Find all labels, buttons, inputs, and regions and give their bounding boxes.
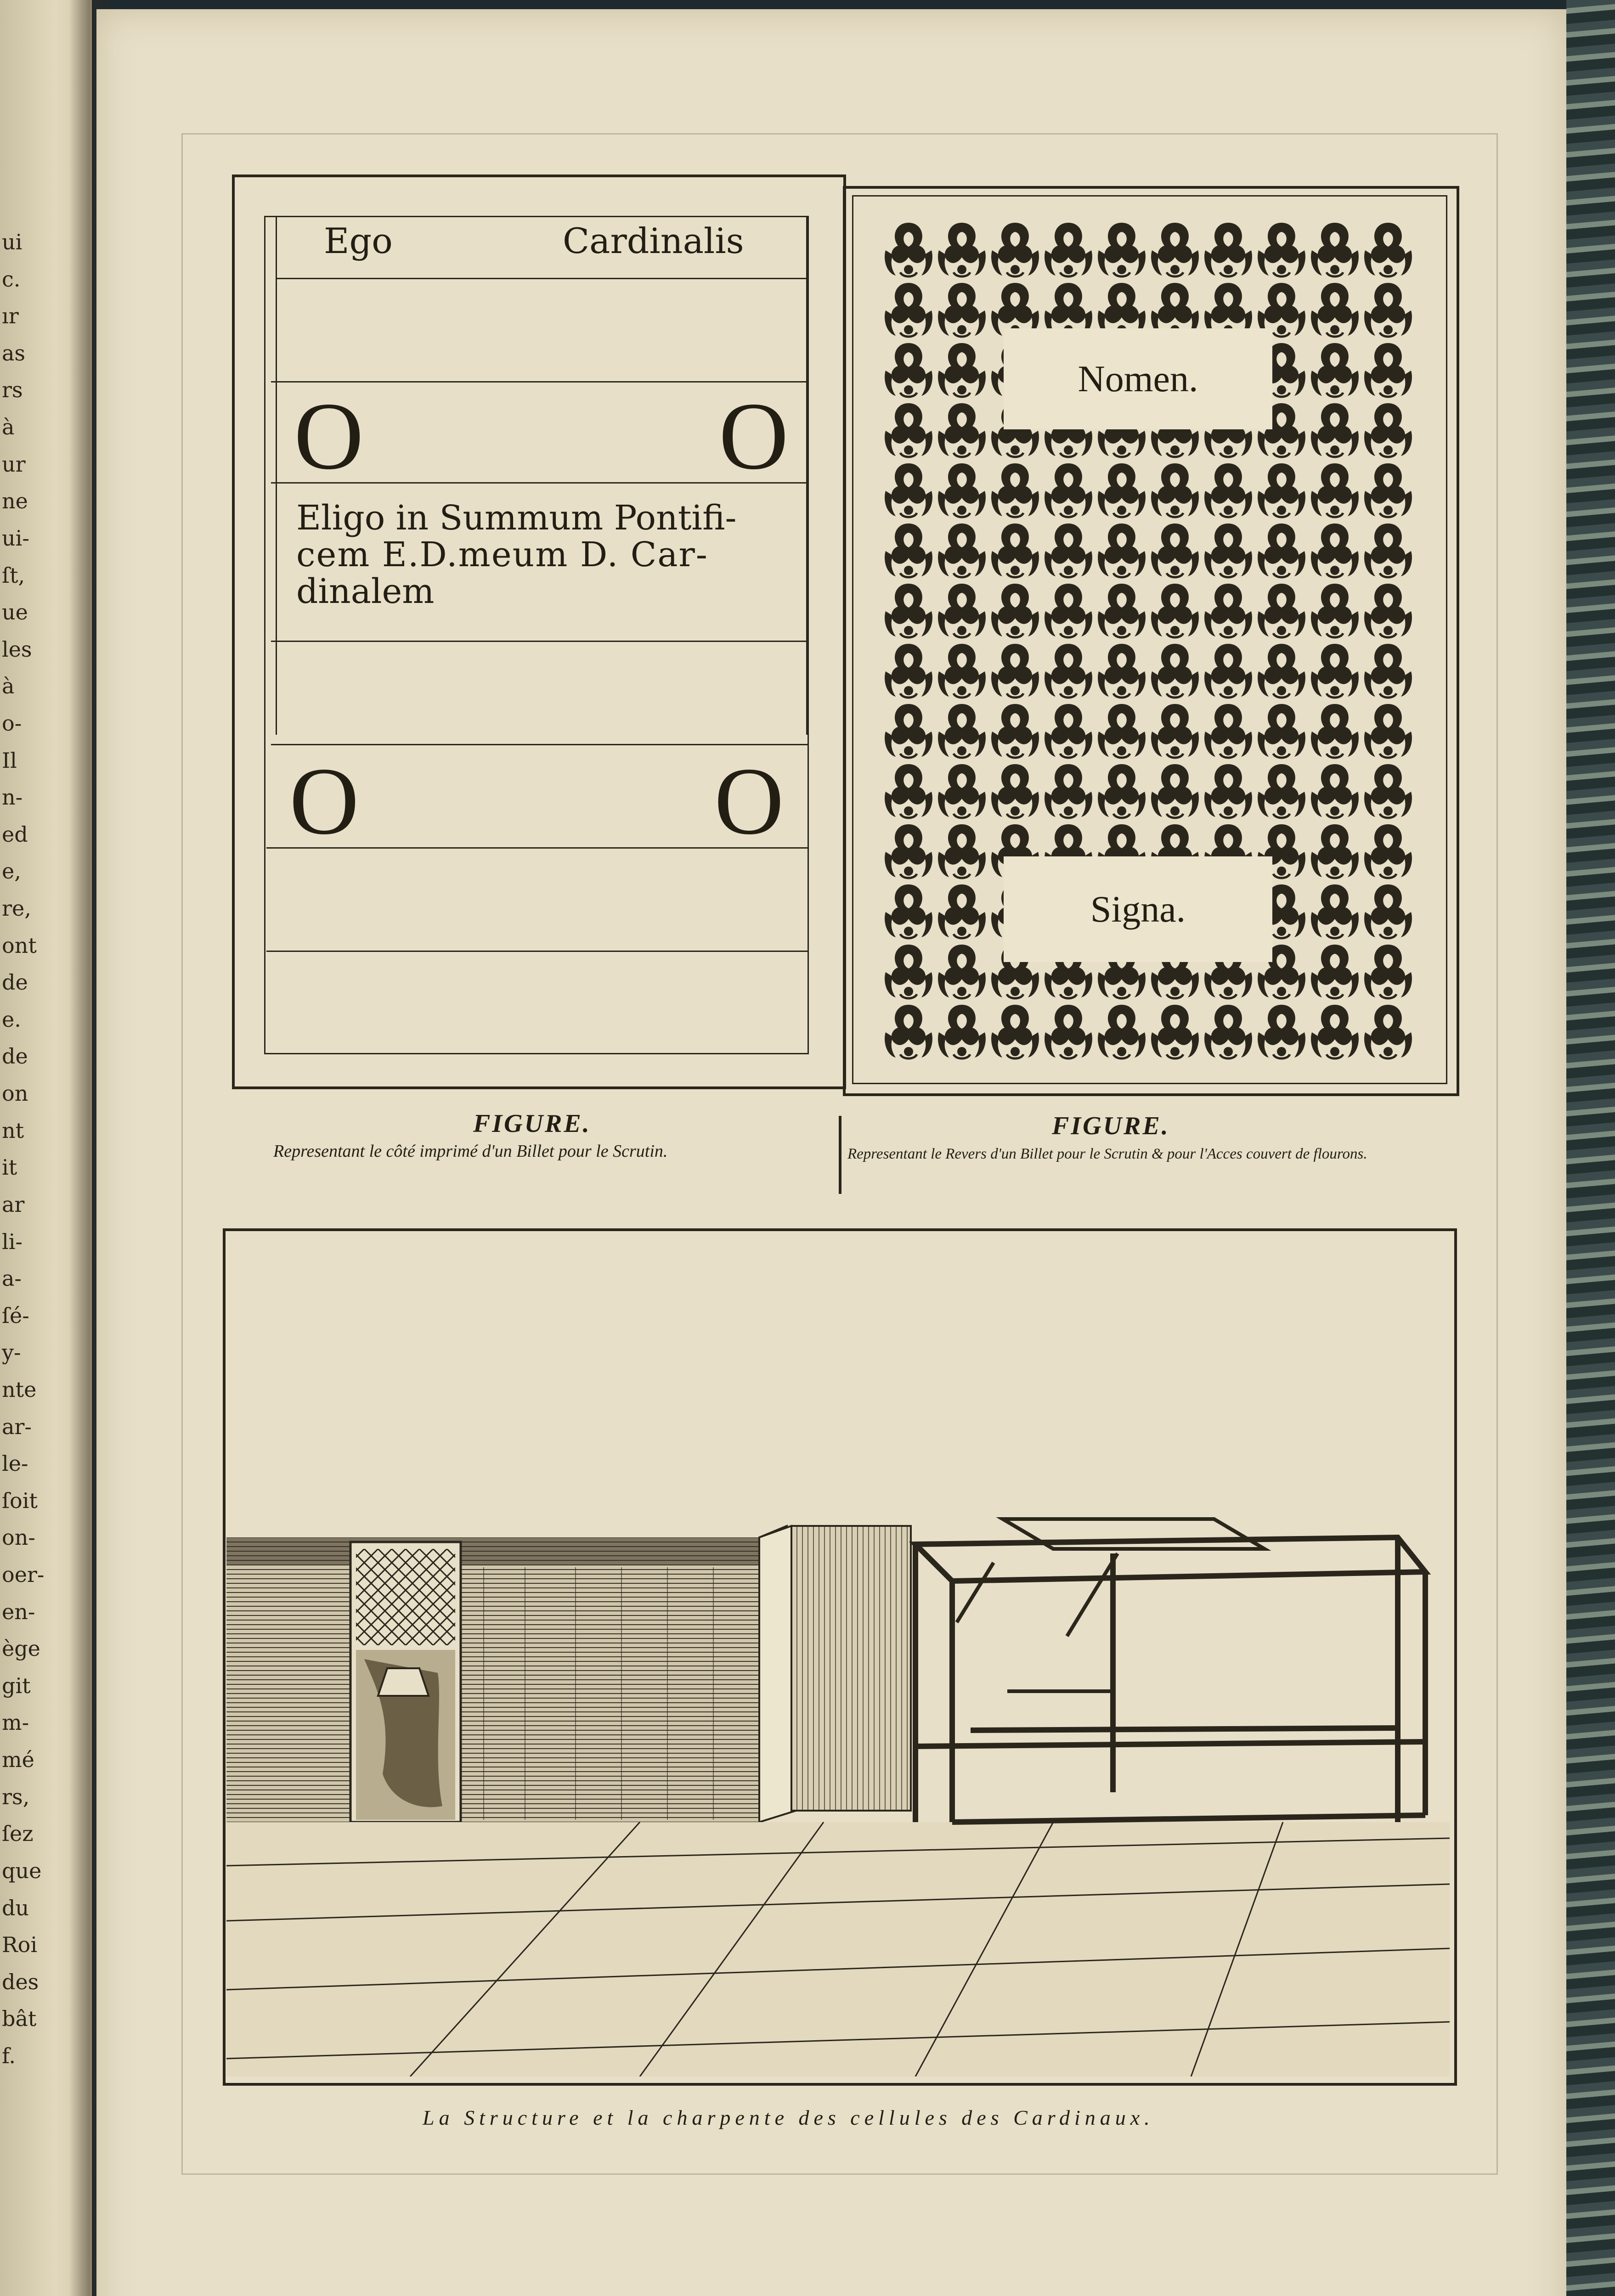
facing-page-fragment: li- xyxy=(2,1229,23,1254)
figure-left-title: FIGURE. xyxy=(473,1109,591,1138)
cell-structure-engraving xyxy=(226,1232,1450,2077)
ballot-rule xyxy=(271,744,808,745)
facing-page-fragment: à xyxy=(2,674,15,699)
ballot-rule xyxy=(806,216,808,735)
facing-page-fragment: as xyxy=(2,340,26,366)
facing-page-fragment: ui xyxy=(2,230,23,254)
facing-page-fragment: e, xyxy=(2,859,21,884)
facing-page-fragment: nte xyxy=(2,1377,37,1402)
facing-page-fragment: de xyxy=(2,970,28,995)
facing-page-fragment: ſt, xyxy=(2,563,25,588)
ballot-text-line-1: Eligo in Summum Pontifi- xyxy=(296,498,737,538)
facing-page-fragment: mé xyxy=(2,1747,34,1773)
ballot-rule xyxy=(271,381,808,383)
facing-page-fragment: oer- xyxy=(2,1562,45,1587)
facing-page-fragment: Il xyxy=(2,748,17,773)
facing-page-fragment: ır xyxy=(2,304,19,329)
seal-mark-bottom-right: O xyxy=(714,748,784,855)
facing-page-fragment: on- xyxy=(2,1525,35,1550)
ballot-front-card xyxy=(264,216,809,1054)
facing-page-fragment: du xyxy=(2,1895,29,1920)
ballot-header-cardinalis: Cardinalis xyxy=(563,220,744,261)
facing-page-fragment: des xyxy=(2,1969,39,1994)
facing-page-fragment: n- xyxy=(2,785,23,810)
ballot-header-ego: Ego xyxy=(324,220,393,261)
facing-page-fragment: f. xyxy=(2,2043,16,2068)
facing-page-fragment: on xyxy=(2,1081,28,1106)
seal-mark-bottom-left: O xyxy=(289,748,359,855)
facing-page-fragment: a- xyxy=(2,1266,22,1291)
facing-page-fragment: git xyxy=(2,1673,31,1698)
facing-page-fragment: à xyxy=(2,415,15,440)
facing-page-fragment: ne xyxy=(2,489,28,514)
facing-page-fragment: o- xyxy=(2,710,22,736)
ballot-text-line-3: dinalem xyxy=(296,572,435,611)
facing-page-fragment: ur xyxy=(2,451,26,477)
facing-page-fragment: ed xyxy=(2,822,28,847)
cell-structure-caption: La Structure et la charpente des cellules des Cardinaux. xyxy=(423,2106,1154,2129)
facing-page-fragment: y- xyxy=(2,1340,21,1365)
facing-page-fragment: ſoit xyxy=(2,1488,38,1513)
facing-page-fragment: ue xyxy=(2,600,28,625)
ballot-text-line-2: cem E.D.meum D. Car- xyxy=(296,535,708,574)
seal-mark-top-right: O xyxy=(719,383,789,490)
facing-page-fragment: ui- xyxy=(2,525,29,551)
ballot-rule xyxy=(276,216,277,735)
facing-page-fragment: c. xyxy=(2,266,21,292)
figure-right-subtitle: Representant le Revers d'un Billet pour le Scrutin & pour l'Acces couvert de flourons. xyxy=(847,1146,1367,1162)
facing-page-fragment: Roi xyxy=(2,1932,38,1958)
facing-page-fragment: ſez xyxy=(2,1821,34,1846)
facing-page-fragment: ar- xyxy=(2,1414,32,1439)
caption-divider xyxy=(839,1116,841,1194)
facing-page-fragment: rs, xyxy=(2,1784,30,1809)
facing-page-fragment: le- xyxy=(2,1451,28,1476)
ballot-rule xyxy=(271,641,808,642)
signa-label: Signa. xyxy=(1004,856,1272,962)
nomen-label: Nomen. xyxy=(1004,328,1272,429)
facing-page-fragment: it xyxy=(2,1155,17,1180)
facing-page-fragment: les xyxy=(2,636,32,662)
figure-left-subtitle: Representant le côté imprimé d'un Billet pour le Scrutin. xyxy=(273,1142,668,1161)
figure-right-title: FIGURE. xyxy=(1052,1112,1170,1140)
ballot-rule xyxy=(276,216,808,217)
facing-page-fragment: ſé- xyxy=(2,1303,29,1328)
seal-mark-top-left: O xyxy=(294,383,364,490)
facing-page-fragment: nt xyxy=(2,1118,24,1143)
facing-page-fragment: en- xyxy=(2,1599,35,1624)
facing-page-fragment: rs xyxy=(2,377,23,403)
book-edge-marbled xyxy=(1566,0,1615,2296)
facing-page-fragment: ar xyxy=(2,1192,25,1217)
facing-page-fragment: m- xyxy=(2,1710,29,1735)
facing-page-fragment: ège xyxy=(2,1636,40,1661)
facing-page-fragment: e. xyxy=(2,1007,21,1032)
facing-page-fragment: de xyxy=(2,1044,28,1069)
facing-page-fragment: ont xyxy=(2,933,37,958)
ballot-rule xyxy=(266,951,808,952)
ballot-rule xyxy=(276,278,808,279)
facing-page-fragment: que xyxy=(2,1858,42,1883)
facing-page-fragment: bât xyxy=(2,2006,37,2032)
facing-page-fragment: re, xyxy=(2,896,31,921)
